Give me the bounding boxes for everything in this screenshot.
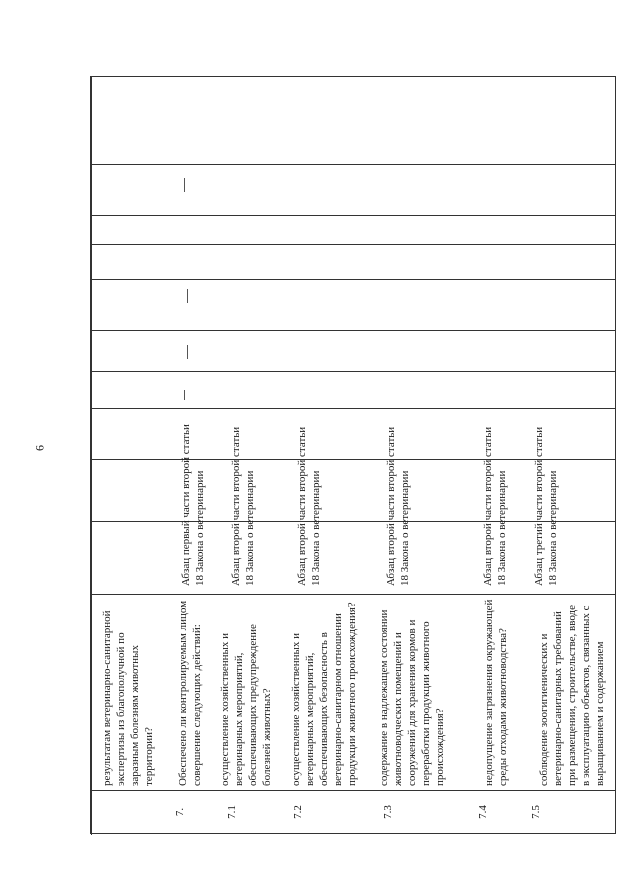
requirement-text: Абзац второй части второй статьи 18 Закона о ветеринарии [385,426,411,586]
row-number: 7.4 [477,805,489,819]
requirement-text: Абзац второй части второй статьи 18 Закона о ветеринарии [296,426,322,586]
requirement-text: Абзац второй части второй статьи 18 Закона о ветеринарии [482,426,508,586]
dash-mark [187,289,188,303]
dash-mark [184,390,185,400]
requirement-text: Абзац третий части второй статьи 18 Закона о ветеринарии [533,426,559,586]
question-text: Обеспечено ли контролируемым лицом совершение следующих действий: [177,600,203,786]
question-text: недопущение загрязнения окружающей среды отходами животноводства? [483,599,509,786]
column-divider-no [90,244,616,245]
question-text: осуществление хозяйственных и ветеринарных мероприятий, обеспечивающих предупреждение болезней животных? [219,624,273,786]
column-divider-yes [90,330,616,331]
dash-mark [184,178,185,192]
question-text: осуществление хозяйственных и ветеринарных мероприятий, обеспечивающих безопасность в ветеринарно-санитарном отношении продукции животного происхождения? [290,602,358,786]
row-number: 7.2 [292,805,304,819]
requirement-text: Абзац первый части второй статьи 18 Закона о ветеринарии [180,424,206,586]
question-text: содержание в надлежащем состоянии животноводческих помещений и сооружений для хранения кормов и переработки продукции животного происхождения? [378,609,446,786]
page-number: 6 [32,445,47,451]
row-number: 7.3 [382,805,394,819]
requirement-text: Абзац второй части второй статьи 18 Закона о ветеринарии [230,426,256,586]
row-number: 7.5 [530,805,542,819]
dash-mark [187,345,188,359]
column-divider-number [90,790,616,791]
column-divider-question [90,594,616,595]
row-number: 7. [174,807,186,817]
question-text: результатам ветеринарно-санитарной экспертизы из благополучной по заразным болезням животных территории? [101,610,155,786]
question-text: соблюдение зоогигиенических и ветеринарно-санитарных требований при размещении, строительстве, вводе в эксплуатацию объектов, связанных с выращиванием и содержанием [538,604,606,786]
row-number: 7.1 [226,805,238,819]
column-divider-requirement [90,408,616,409]
